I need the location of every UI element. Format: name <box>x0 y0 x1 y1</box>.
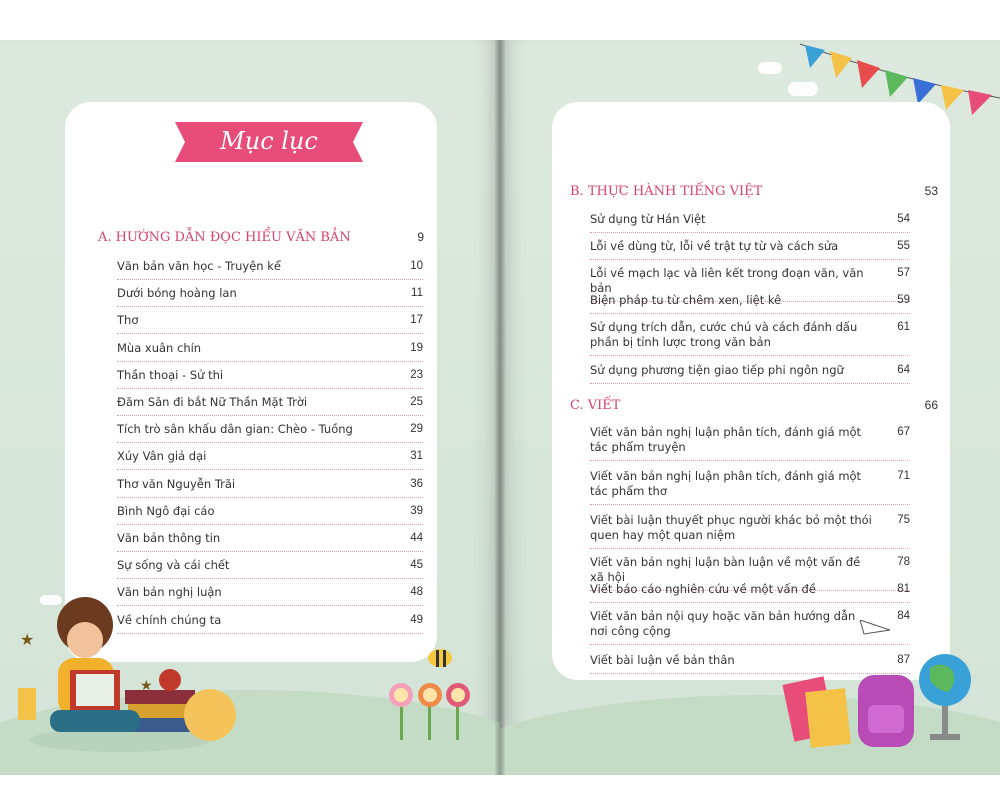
toc-entry-page: 49 <box>410 613 423 626</box>
toc-entry-title: Văn bản văn học - Truyện kể <box>117 259 281 273</box>
toc-entry-page: 36 <box>410 477 423 490</box>
toc-entry-page: 78 <box>897 556 910 568</box>
toc-entry-title: Đăm Săn đi bắt Nữ Thần Mặt Trời <box>117 395 308 409</box>
toc-entry-page: 71 <box>897 470 910 482</box>
section-a-row[interactable] <box>98 230 424 245</box>
section-c-label: C. VIẾT <box>570 398 621 413</box>
toc-entry-page: 81 <box>897 583 910 595</box>
toc-entry-page: 10 <box>410 260 423 272</box>
toc-entry-title: Lỗi về dùng từ, lỗi về trật tự từ và cách sửa <box>590 239 839 253</box>
open-book <box>0 40 1000 800</box>
right-page <box>500 40 1000 775</box>
svg-text:★: ★ <box>20 630 35 649</box>
toc-entry[interactable] <box>117 313 423 334</box>
toc-entry[interactable] <box>117 259 423 280</box>
toc-entry-page: 45 <box>410 559 423 572</box>
toc-entry-page: 54 <box>897 213 910 225</box>
toc-entry-title: Thần thoại - Sử thi <box>117 367 224 382</box>
toc-entry-page: 61 <box>897 321 910 333</box>
toc-entry-page: 17 <box>410 314 423 327</box>
toc-entry[interactable] <box>117 422 423 443</box>
toc-entry[interactable] <box>590 212 910 233</box>
toc-entry-title: Văn bản nghị luận <box>117 585 222 600</box>
toc-entry-title: Sử dụng phương tiện giao tiếp phi ngôn ngữ <box>590 363 844 377</box>
toc-entry[interactable] <box>117 341 423 362</box>
section-a-label: A. HƯỚNG DẪN ĐỌC HIỂU VĂN BẢN <box>98 230 351 245</box>
toc-entry-title: Sử dụng từ Hán Việt <box>590 212 706 226</box>
toc-entry[interactable] <box>590 425 910 461</box>
toc-entry-title: Viết văn bản nội quy hoặc văn bản hướng dẫn nơi công cộng <box>590 609 856 638</box>
school-supplies-illustration <box>780 620 990 770</box>
page-title: Mục lục <box>220 127 318 155</box>
section-b-page: 53 <box>924 184 938 198</box>
toc-entry[interactable] <box>590 513 910 549</box>
toc-entry-page: 75 <box>897 514 910 526</box>
toc-entry-page: 84 <box>897 610 910 622</box>
toc-entry-title: Về chính chúng ta <box>117 612 222 627</box>
toc-entry-title: Bình Ngô đại cáo <box>117 503 215 518</box>
toc-entry-title: Viết báo cáo nghiên cứu về một vấn đề <box>590 582 816 596</box>
section-a-page: 9 <box>417 230 424 244</box>
book-spine <box>495 40 505 775</box>
toc-entry[interactable] <box>117 477 423 498</box>
toc-entry-page: 29 <box>410 423 423 436</box>
toc-entry-title: Tích trò sân khấu dân gian: Chèo - Tuồng <box>117 422 353 437</box>
toc-entry-title: Biện pháp tu từ chêm xen, liệt kê <box>590 293 782 307</box>
toc-entry-title: Văn bản thông tin <box>117 531 221 545</box>
toc-entry-page: 19 <box>410 341 423 354</box>
toc-entry-title: Sự sống và cái chết <box>117 558 230 573</box>
section-b-row[interactable] <box>570 184 938 199</box>
toc-entry-title: Xúy Vân giả dại <box>117 449 207 464</box>
toc-entry-title: Viết văn bản nghị luận phân tích, đánh giá một tác phẩm thơ <box>590 469 862 498</box>
toc-entry[interactable] <box>117 531 423 552</box>
toc-entry-page: 39 <box>410 504 423 517</box>
toc-entry[interactable] <box>117 368 423 389</box>
toc-entry-title: Viết văn bản nghị luận phân tích, đánh giá một tác phẩm truyện <box>590 425 862 454</box>
left-page <box>0 40 500 775</box>
toc-entry-title: Dưới bóng hoàng lan <box>117 286 237 301</box>
toc-entry[interactable] <box>590 293 910 314</box>
toc-entry[interactable] <box>117 395 423 416</box>
toc-entry[interactable] <box>117 286 423 307</box>
section-c-row[interactable] <box>570 398 938 413</box>
flowers-bee-illustration <box>380 640 490 750</box>
toc-entry-page: 44 <box>410 532 423 544</box>
section-b-label: B. THỰC HÀNH TIẾNG VIỆT <box>570 184 763 199</box>
section-c-page: 66 <box>924 398 938 412</box>
toc-entry-title: Lỗi về mạch lạc và liên kết trong đoạn văn, văn bản <box>590 266 864 295</box>
toc-entry-page: 87 <box>897 654 910 666</box>
toc-entry-page: 55 <box>897 240 910 252</box>
toc-entry[interactable] <box>590 363 910 384</box>
toc-card-right <box>552 102 950 680</box>
toc-entry-title: Mùa xuân chín <box>117 340 202 355</box>
toc-entry-title: Viết bài luận về bản thân <box>590 653 735 667</box>
toc-entry-page: 57 <box>897 267 910 279</box>
toc-entry-title: Viết bài luận thuyết phục người khác bỏ một thói quen hay một quan niệm <box>590 513 872 542</box>
toc-entry-page: 48 <box>410 586 423 599</box>
toc-entry[interactable] <box>117 449 423 470</box>
toc-entry-page: 23 <box>410 368 423 381</box>
toc-entry[interactable] <box>590 239 910 260</box>
toc-entry-title: Viết văn bản nghị luận bàn luận về một vấn đề xã hội <box>590 555 861 584</box>
toc-entry-page: 59 <box>897 294 910 306</box>
toc-entry-page: 64 <box>897 364 910 376</box>
toc-entry[interactable] <box>590 582 910 603</box>
toc-entry-page: 25 <box>410 396 423 408</box>
toc-entry[interactable] <box>117 504 423 525</box>
toc-entry-title: Sử dụng trích dẫn, cước chú và cách đánh dấu phần bị tỉnh lược trong văn bản <box>590 320 858 349</box>
toc-entry[interactable] <box>590 469 910 505</box>
kid-reading-illustration <box>10 570 250 770</box>
toc-entry[interactable] <box>590 320 910 356</box>
svg-text:★: ★ <box>140 678 153 694</box>
toc-entry-page: 67 <box>897 426 910 438</box>
toc-entry-page: 11 <box>411 287 423 300</box>
toc-entry-title: Thơ <box>117 313 139 328</box>
toc-entry-title: Thơ văn Nguyễn Trãi <box>117 476 236 491</box>
toc-entry-page: 31 <box>410 450 423 463</box>
cloud-icon <box>758 62 782 74</box>
